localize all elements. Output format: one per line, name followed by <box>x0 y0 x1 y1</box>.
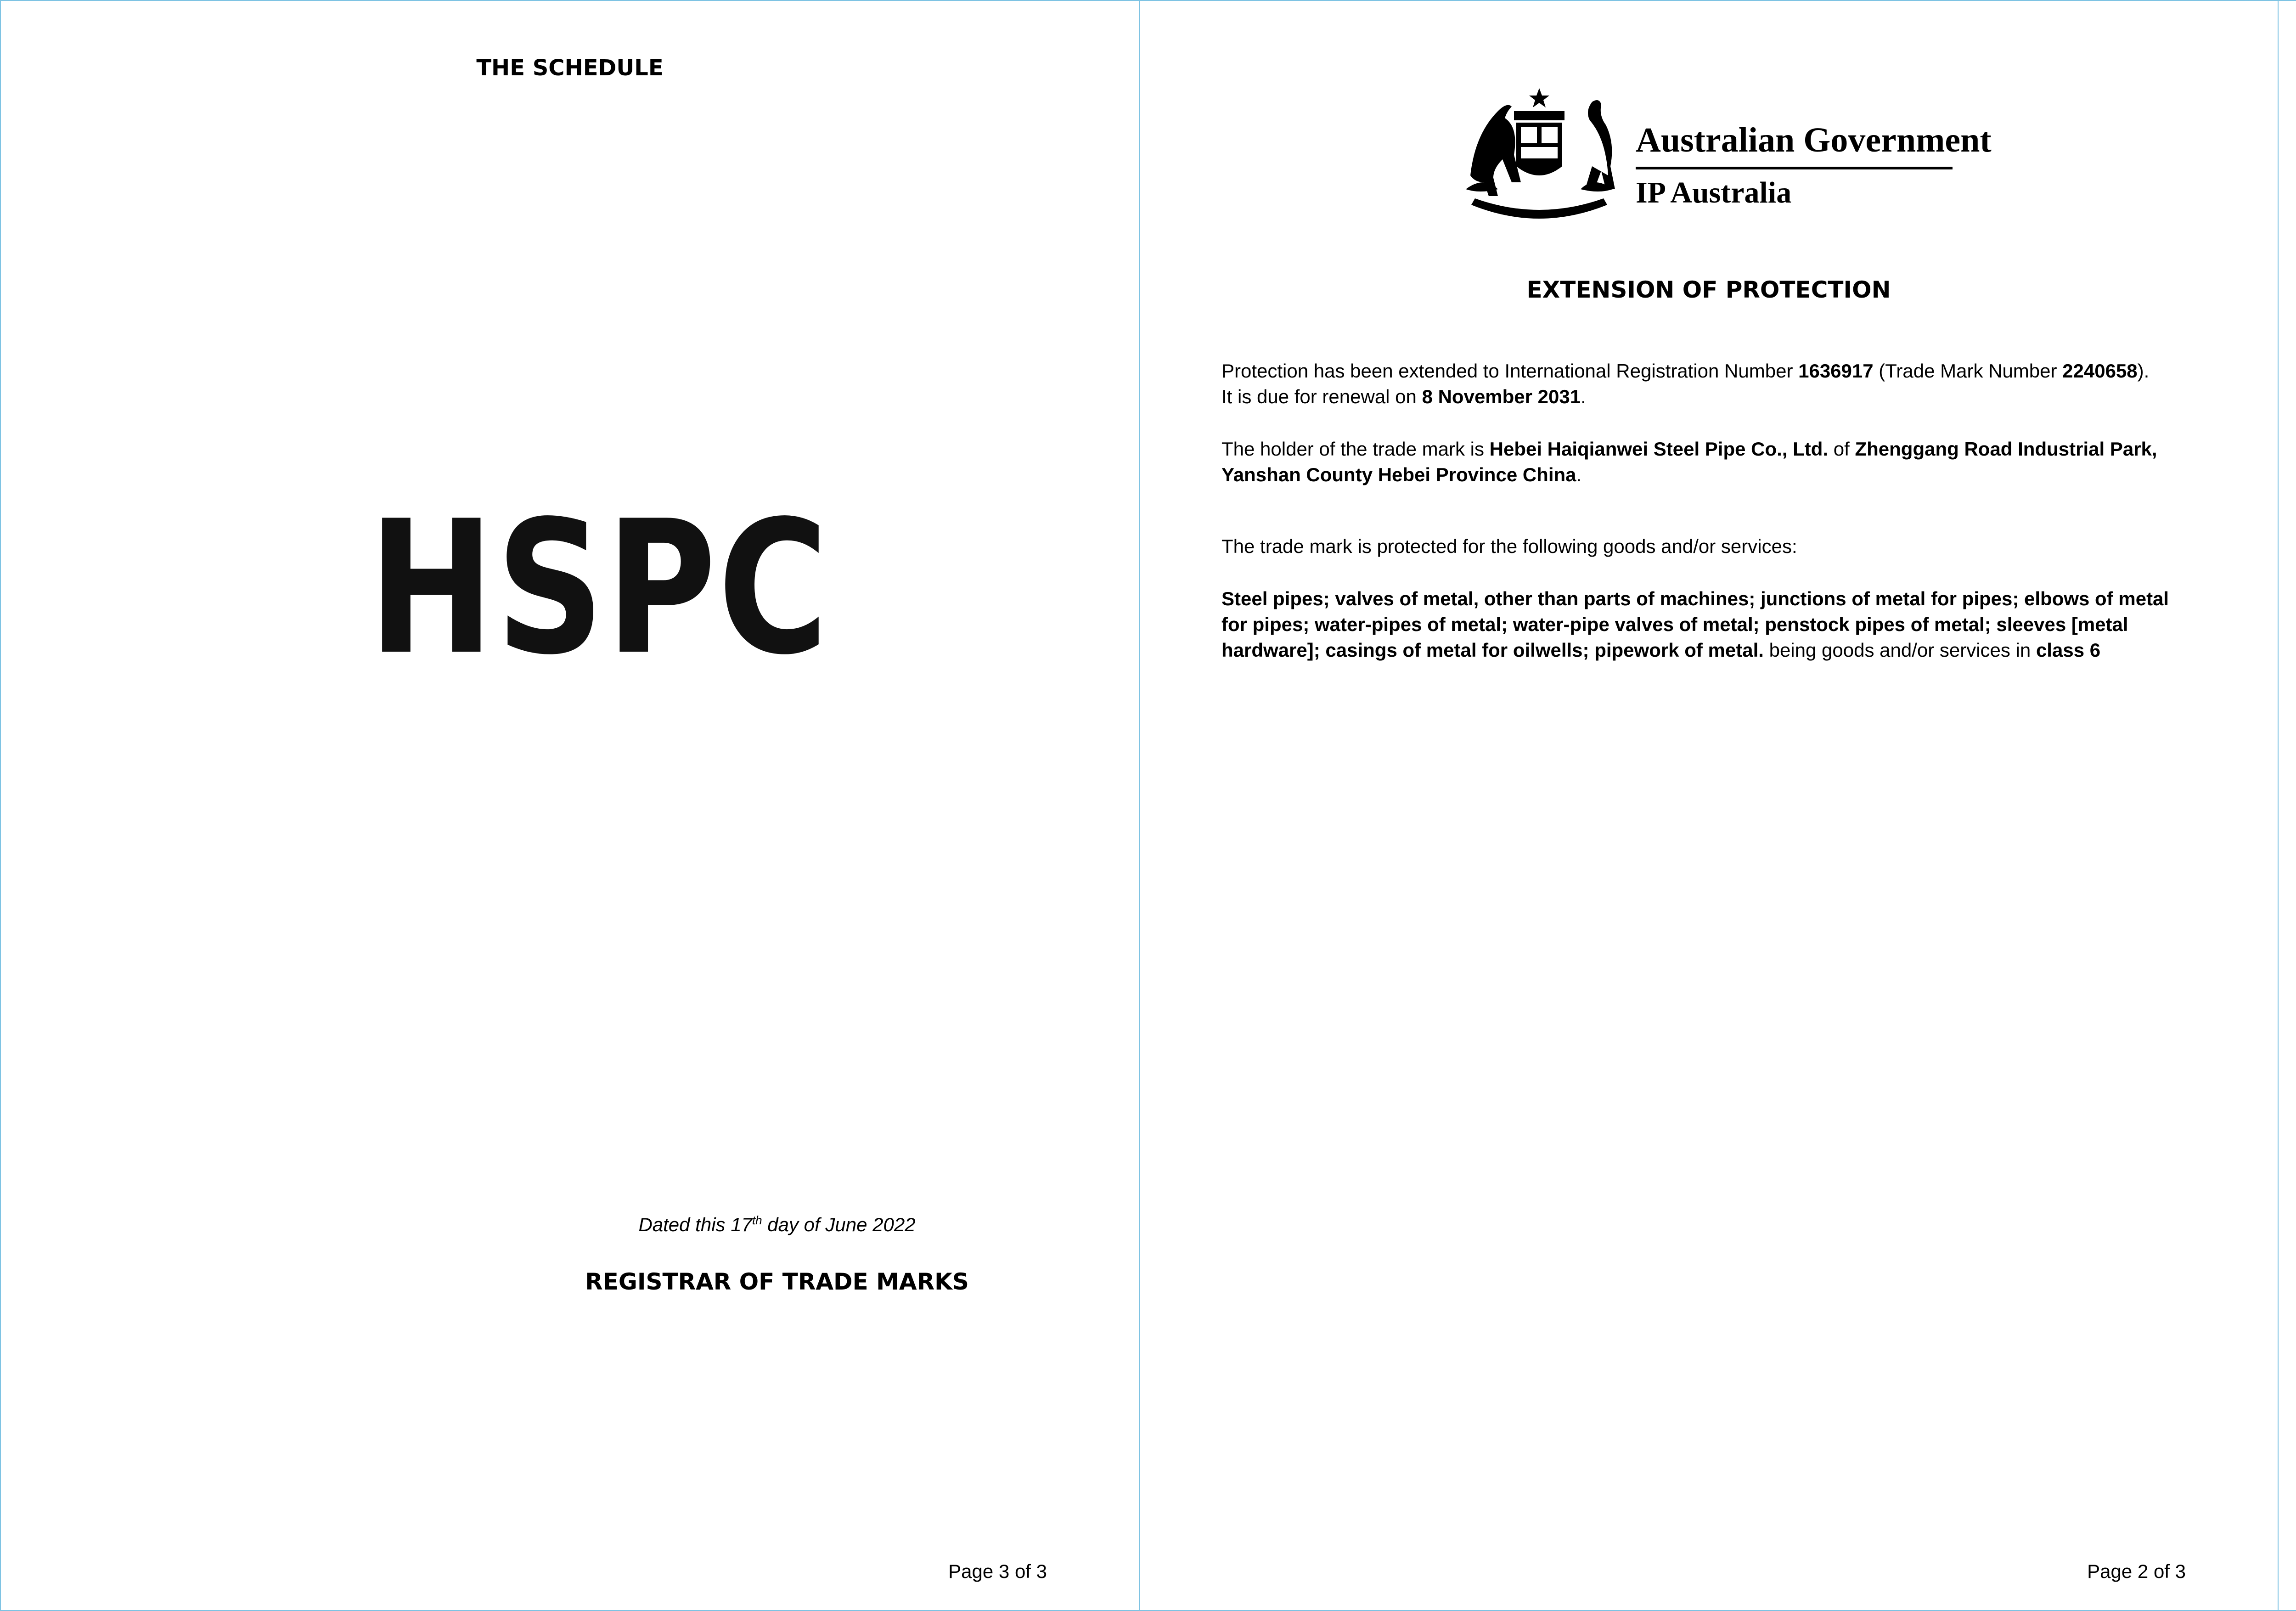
tm-number: 2240658 <box>2062 360 2138 382</box>
government-logo <box>1457 84 1992 221</box>
goods-list: Steel pipes; valves of metal, other than parts of machines; junctions of metal for pipes; elbows of metal for pipes; water-pipes of metal; water-pipe valves of metal; penstock pipes of metal; sleeves [metal hardware]; casings of metal for oilwells; pipework of metal. <box>1221 588 2169 661</box>
text: (Trade Mark Number <box>1873 360 2063 382</box>
ir-number: 1636917 <box>1798 360 1874 382</box>
page-certificate-b <box>2279 0 2296 1611</box>
text: Protection has been extended to International Registration Number <box>1221 360 1799 382</box>
page-number: Page 2 of 3 <box>2087 1560 2186 1582</box>
text: ). <box>2137 360 2150 382</box>
holder-name: Hebei Haiqianwei Steel Pipe Co., Ltd. <box>1489 438 1829 460</box>
text: . <box>1581 386 1586 407</box>
holder-address: Zhenggang Road Industrial Park, Yanshan County Hebei Province China <box>1221 438 2157 485</box>
page-number: Page 3 of 3 <box>948 1560 1047 1582</box>
text: It is due for renewal on <box>1221 386 1422 407</box>
trade-mark-image: HSPC <box>368 482 830 695</box>
dated-suffix: day of June 2022 <box>762 1214 916 1235</box>
goods-class: class 6 <box>2036 639 2101 661</box>
dated-line <box>1 1213 1139 1236</box>
dated-sup: th <box>752 1213 762 1227</box>
certificate-body <box>1221 358 2195 690</box>
goods-paragraph <box>1221 586 2195 663</box>
renewal-date: 8 November 2031 <box>1422 386 1581 407</box>
text: The holder of the trade mark is <box>1221 438 1490 460</box>
agency-name: IP Australia <box>1636 176 1792 209</box>
dated-prefix: Dated this 17 <box>638 1214 752 1235</box>
schedule-heading: THE SCHEDULE <box>476 55 664 81</box>
goods-intro: The trade mark is protected for the following goods and/or services: <box>1221 535 1797 557</box>
coat-of-arms-icon <box>1457 84 1622 221</box>
text: of <box>1828 438 1855 460</box>
government-name: Australian Government <box>1636 120 1953 169</box>
text: . <box>1576 464 1582 485</box>
certificate-title: EXTENSION OF PROTECTION <box>1526 276 1891 303</box>
text: being goods and/or services in <box>1763 639 2036 661</box>
page-certificate-a <box>1140 0 2279 1611</box>
holder-paragraph <box>1221 436 2195 488</box>
certificate-title <box>2279 276 2296 303</box>
registrar-signature-title: REGISTRAR OF TRADE MARKS <box>585 1268 969 1295</box>
registration-paragraph <box>1221 358 2195 410</box>
page-schedule <box>0 0 1140 1611</box>
